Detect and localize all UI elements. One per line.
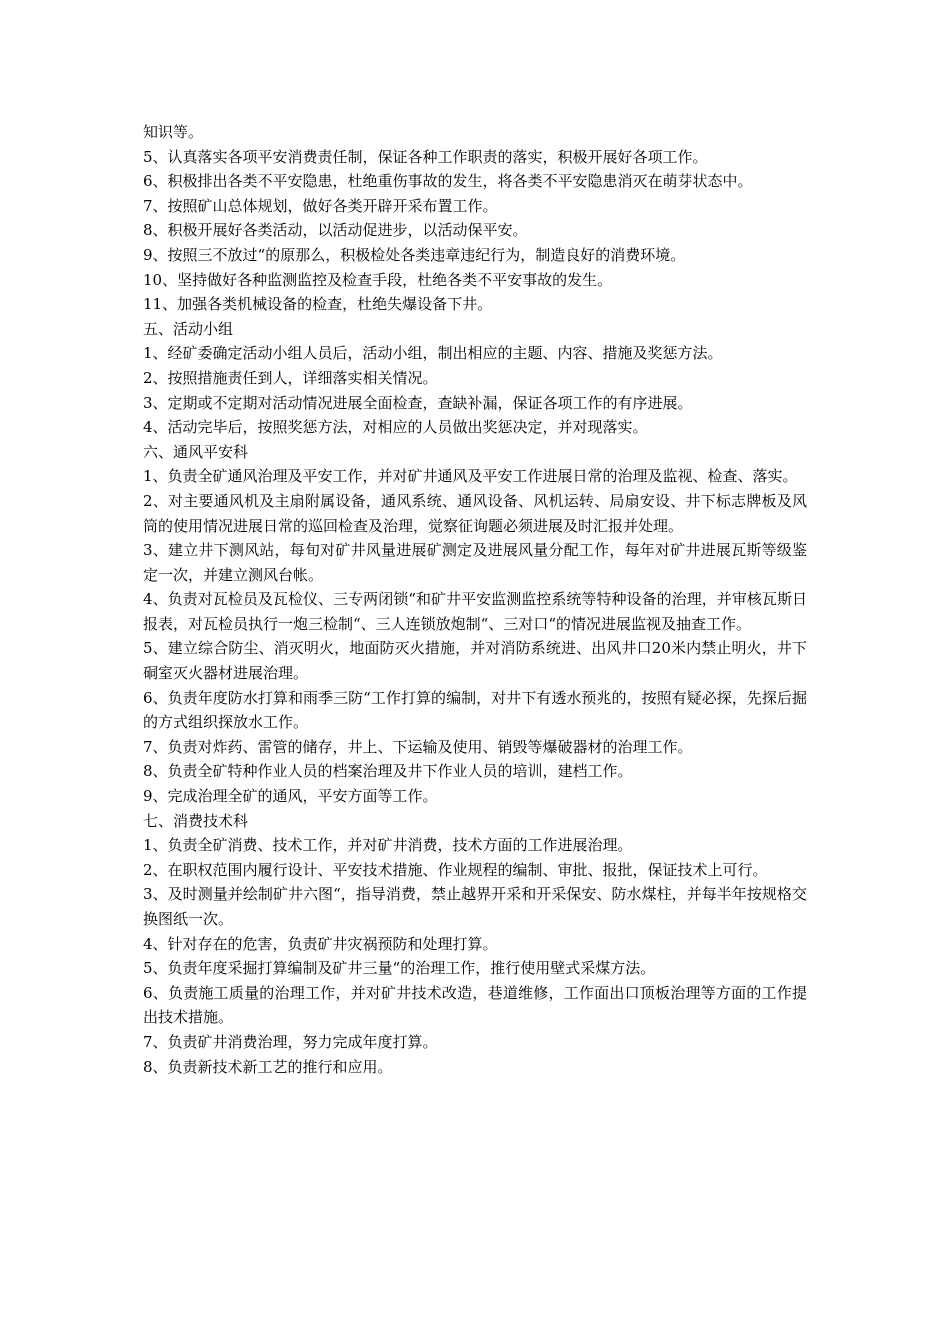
paragraph: 9、按照三不放过“的原那么，积极检处各类违章违纪行为，制造良好的消费环境。 xyxy=(143,245,686,264)
paragraph: 8、负责新技术新工艺的推行和应用。 xyxy=(143,1057,393,1076)
paragraph: 4、负责对瓦检员及瓦检仪、三专两闭锁“和矿井平安监测监控系统等特种设备的治理，并审核瓦斯日报表，对瓦检员执行一炮三检制“、三人连锁放炮制“、三对口“的情况进展监视及抽查工作。 xyxy=(143,590,807,633)
paragraph: 8、负责全矿特种作业人员的档案治理及井下作业人员的培训，建档工作。 xyxy=(143,762,633,781)
paragraph: 2、对主要通风机及主扇附属设备，通风系统、通风设备、风机运转、局扇安设、井下标志牌板及风筒的使用情况进展日常的巡回检查及治理，觉察征询题必须进展及时汇报并处理。 xyxy=(143,491,807,535)
paragraph: 1、负责全矿消费、技术工作，并对矿井消费，技术方面的工作进展治理。 xyxy=(143,836,633,855)
paragraph: 6、负责年度防水打算和雨季三防“工作打算的编制，对井下有透水预兆的，按照有疑必探，先探后掘的方式组织探放水工作。 xyxy=(143,688,807,732)
paragraph: 9、完成治理全矿的通风，平安方面等工作。 xyxy=(143,787,438,806)
paragraph: 1、负责全矿通风治理及平安工作，并对矿井通风及平安工作进展日常的治理及监视、检查、落实。 xyxy=(143,467,798,486)
paragraph: 3、定期或不定期对活动情况进展全面检查，查缺补漏，保证各项工作的有序进展。 xyxy=(143,393,693,412)
paragraph: 2、按照措施责任到人，详细落实相关情况。 xyxy=(143,368,438,387)
paragraph: 3、建立井下测风站，每旬对矿井风量进展矿测定及进展风量分配工作，每年对矿井进展瓦斯等级鉴定一次，并建立测风台帐。 xyxy=(143,541,807,584)
paragraph: 知识等。 xyxy=(143,123,204,141)
paragraph: 2、在职权范围内履行设计、平安技术措施、作业规程的编制、审批、报批，保证技术上可行。 xyxy=(143,860,768,879)
paragraph: 6、负责施工质量的治理工作，并对矿井技术改造，巷道维修，工作面出口顶板治理等方面的工作提出技术措施。 xyxy=(143,983,807,1027)
document-body xyxy=(143,120,807,1079)
paragraph: 7、负责对炸药、雷管的储存，井上、下运输及使用、销毁等爆破器材的治理工作。 xyxy=(143,737,693,756)
section-heading: 六、通风平安科 xyxy=(143,442,249,461)
paragraph: 7、负责矿井消费治理，努力完成年度打算。 xyxy=(143,1032,438,1051)
section-heading: 七、消费技术科 xyxy=(143,811,249,830)
paragraph: 6、积极排出各类不平安隐患，杜绝重伤事故的发生，将各类不平安隐患消灭在萌芽状态中。 xyxy=(143,172,753,191)
paragraph: 7、按照矿山总体规划，做好各类开辟开采布置工作。 xyxy=(143,196,498,215)
section-heading: 五、活动小组 xyxy=(143,319,234,338)
paragraph: 5、建立综合防尘、消灭明火，地面防灭火措施，并对消防系统进、出风井口20米内禁止明火，井下硐室灭火器材进展治理。 xyxy=(143,639,807,683)
paragraph: 8、积极开展好各类活动，以活动促进步，以活动保平安。 xyxy=(143,221,528,240)
paragraph: 10、坚持做好各种监测监控及检查手段，杜绝各类不平安事故的发生。 xyxy=(143,270,613,289)
paragraph: 1、经矿委确定活动小组人员后，活动小组，制出相应的主题、内容、措施及奖惩方法。 xyxy=(143,344,723,363)
paragraph: 4、针对存在的危害，负责矿井灾祸预防和处理打算。 xyxy=(143,934,498,953)
paragraph: 4、活动完毕后，按照奖惩方法，对相应的人员做出奖惩决定，并对现落实。 xyxy=(143,418,648,437)
paragraph: 3、及时测量并绘制矿井六图“，指导消费，禁止越界开采和开采保安、防水煤柱，并每半年按规格交换图纸一次。 xyxy=(143,885,807,928)
paragraph: 5、认真落实各项平安消费责任制，保证各种工作职责的落实，积极开展好各项工作。 xyxy=(143,147,708,166)
paragraph: 5、负责年度采掘打算编制及矿井三量“的治理工作，推行使用壁式采煤方法。 xyxy=(143,959,656,978)
paragraph: 11、加强各类机械设备的检查，杜绝失爆设备下井。 xyxy=(143,295,493,314)
